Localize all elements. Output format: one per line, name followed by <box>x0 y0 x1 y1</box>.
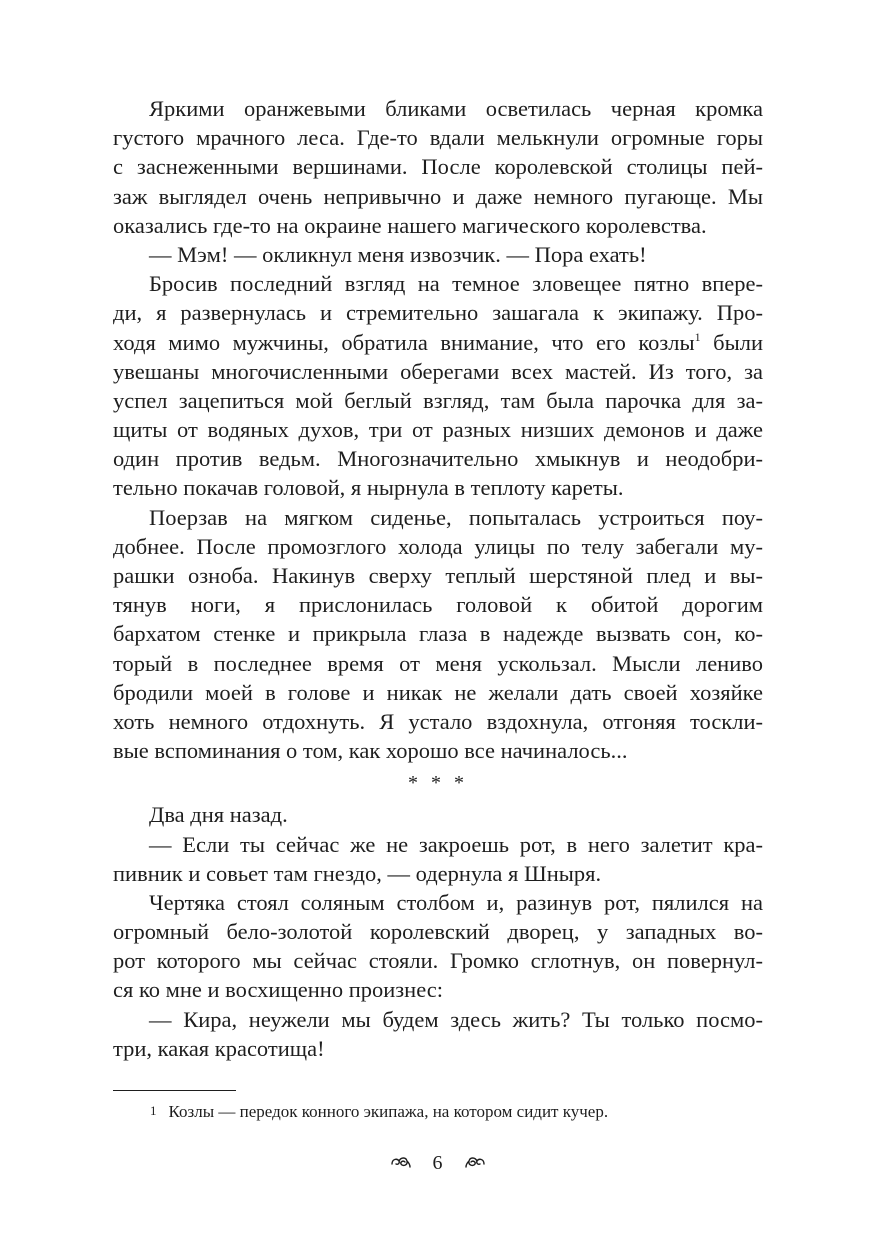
text-line: — Кира, неужели мы будем здесь жить? Ты только посмо- <box>149 1006 763 1032</box>
page-body <box>113 94 763 1063</box>
text-line: густого мрачного леса. Где-то вдали мелькнули огромные горы <box>113 125 763 151</box>
text-line: Два дня назад. <box>149 802 288 828</box>
text-line: заж выглядел очень непривычно и даже немного пугающе. Мы <box>113 183 763 209</box>
page-number: 6 <box>432 1152 443 1175</box>
text-line: добнее. После промозглого холода улицы по телу забегали му- <box>113 533 763 559</box>
text-line: — Мэм! — окликнул меня извозчик. — Пора ехать! <box>149 241 647 267</box>
text-line: тельно покачав головой, я нырнула в теплоту кареты. <box>113 475 624 501</box>
footnote <box>150 1100 608 1123</box>
paragraph <box>113 94 763 240</box>
ornament-right-icon <box>464 1150 486 1176</box>
text-line: три, какая красотища! <box>113 1035 325 1061</box>
text-line: один против ведьм. Многозначительно хмыкнув и неодобри- <box>113 446 763 472</box>
paragraph <box>113 240 763 269</box>
text-line: с заснеженными вершинами. После королевской столицы пей- <box>113 154 763 180</box>
text-fragment: ходя мимо мужчины, обратила внимание, что его козлы <box>113 329 695 355</box>
footnote-text: Козлы — передок конного экипажа, на котором сидит кучер. <box>168 1102 609 1121</box>
text-line: тянув ноги, я прислонилась головой к обитой дорогим <box>113 592 763 618</box>
text-line: торый в последнее время от меня ускользал. Мысли лениво <box>113 650 763 676</box>
footnote-ref[interactable]: 1 <box>694 329 701 344</box>
text-line: Яркими оранжевыми бликами осветилась черная кромка <box>149 96 763 121</box>
paragraph <box>113 800 763 829</box>
text-line: Поерзав на мягком сиденье, попыталась устроиться поу- <box>149 504 763 530</box>
text-line: бархатом стенке и прикрыла глаза в надежде вызвать сон, ко- <box>113 621 763 647</box>
text-line: рот которого мы сейчас стояли. Громко сглотнув, он повернул- <box>113 948 763 974</box>
text-line: Чертяка стоял соляным столбом и, разинув рот, пялился на <box>149 889 763 915</box>
paragraph <box>113 269 763 503</box>
paragraph <box>113 503 763 766</box>
paragraph <box>113 830 763 888</box>
text-line: огромный бело-золотой королевский дворец, у западных во- <box>113 919 763 945</box>
footnote-divider <box>113 1090 236 1091</box>
paragraph <box>113 1005 763 1063</box>
text-line: ди, я развернулась и стремительно зашагала к экипажу. Про- <box>113 300 763 326</box>
text-line: хоть немного отдохнуть. Я устало вздохнула, отгоняя тоскли- <box>113 708 763 734</box>
text-line: ся ко мне и восхищенно произнес: <box>113 977 444 1003</box>
footnote-number: 1 <box>150 1103 157 1118</box>
text-line: — Если ты сейчас же не закроешь рот, в него залетит кра- <box>149 831 763 857</box>
text-line-with-footnote <box>113 328 763 357</box>
ornament-left-icon <box>390 1150 412 1176</box>
text-line: успел зацепиться мой беглый взгляд, там была парочка для за- <box>113 387 763 413</box>
text-line: увешаны многочисленными оберегами всех мастей. Из того, за <box>113 358 763 384</box>
scene-separator: * * * <box>408 772 468 795</box>
text-line: щиты от водяных духов, три от разных низших демонов и даже <box>113 417 763 443</box>
text-line: рашки озноба. Накинув сверху теплый шерстяной плед и вы- <box>113 563 763 588</box>
text-line: оказались где-то на окраине нашего магического королевства. <box>113 212 707 238</box>
text-line: Бросив последний взгляд на темное зловещее пятно впере- <box>149 271 763 297</box>
text-line: бродили моей в голове и никак не желали дать своей хозяйке <box>113 679 763 705</box>
paragraph <box>113 888 763 1005</box>
text-line: пивник и совьет там гнездо, — одернула я Шныря. <box>113 860 602 886</box>
page-folio <box>0 1149 875 1176</box>
text-line: вые вспоминания о том, как хорошо все начиналось... <box>113 738 628 764</box>
text-fragment: были <box>713 329 763 355</box>
